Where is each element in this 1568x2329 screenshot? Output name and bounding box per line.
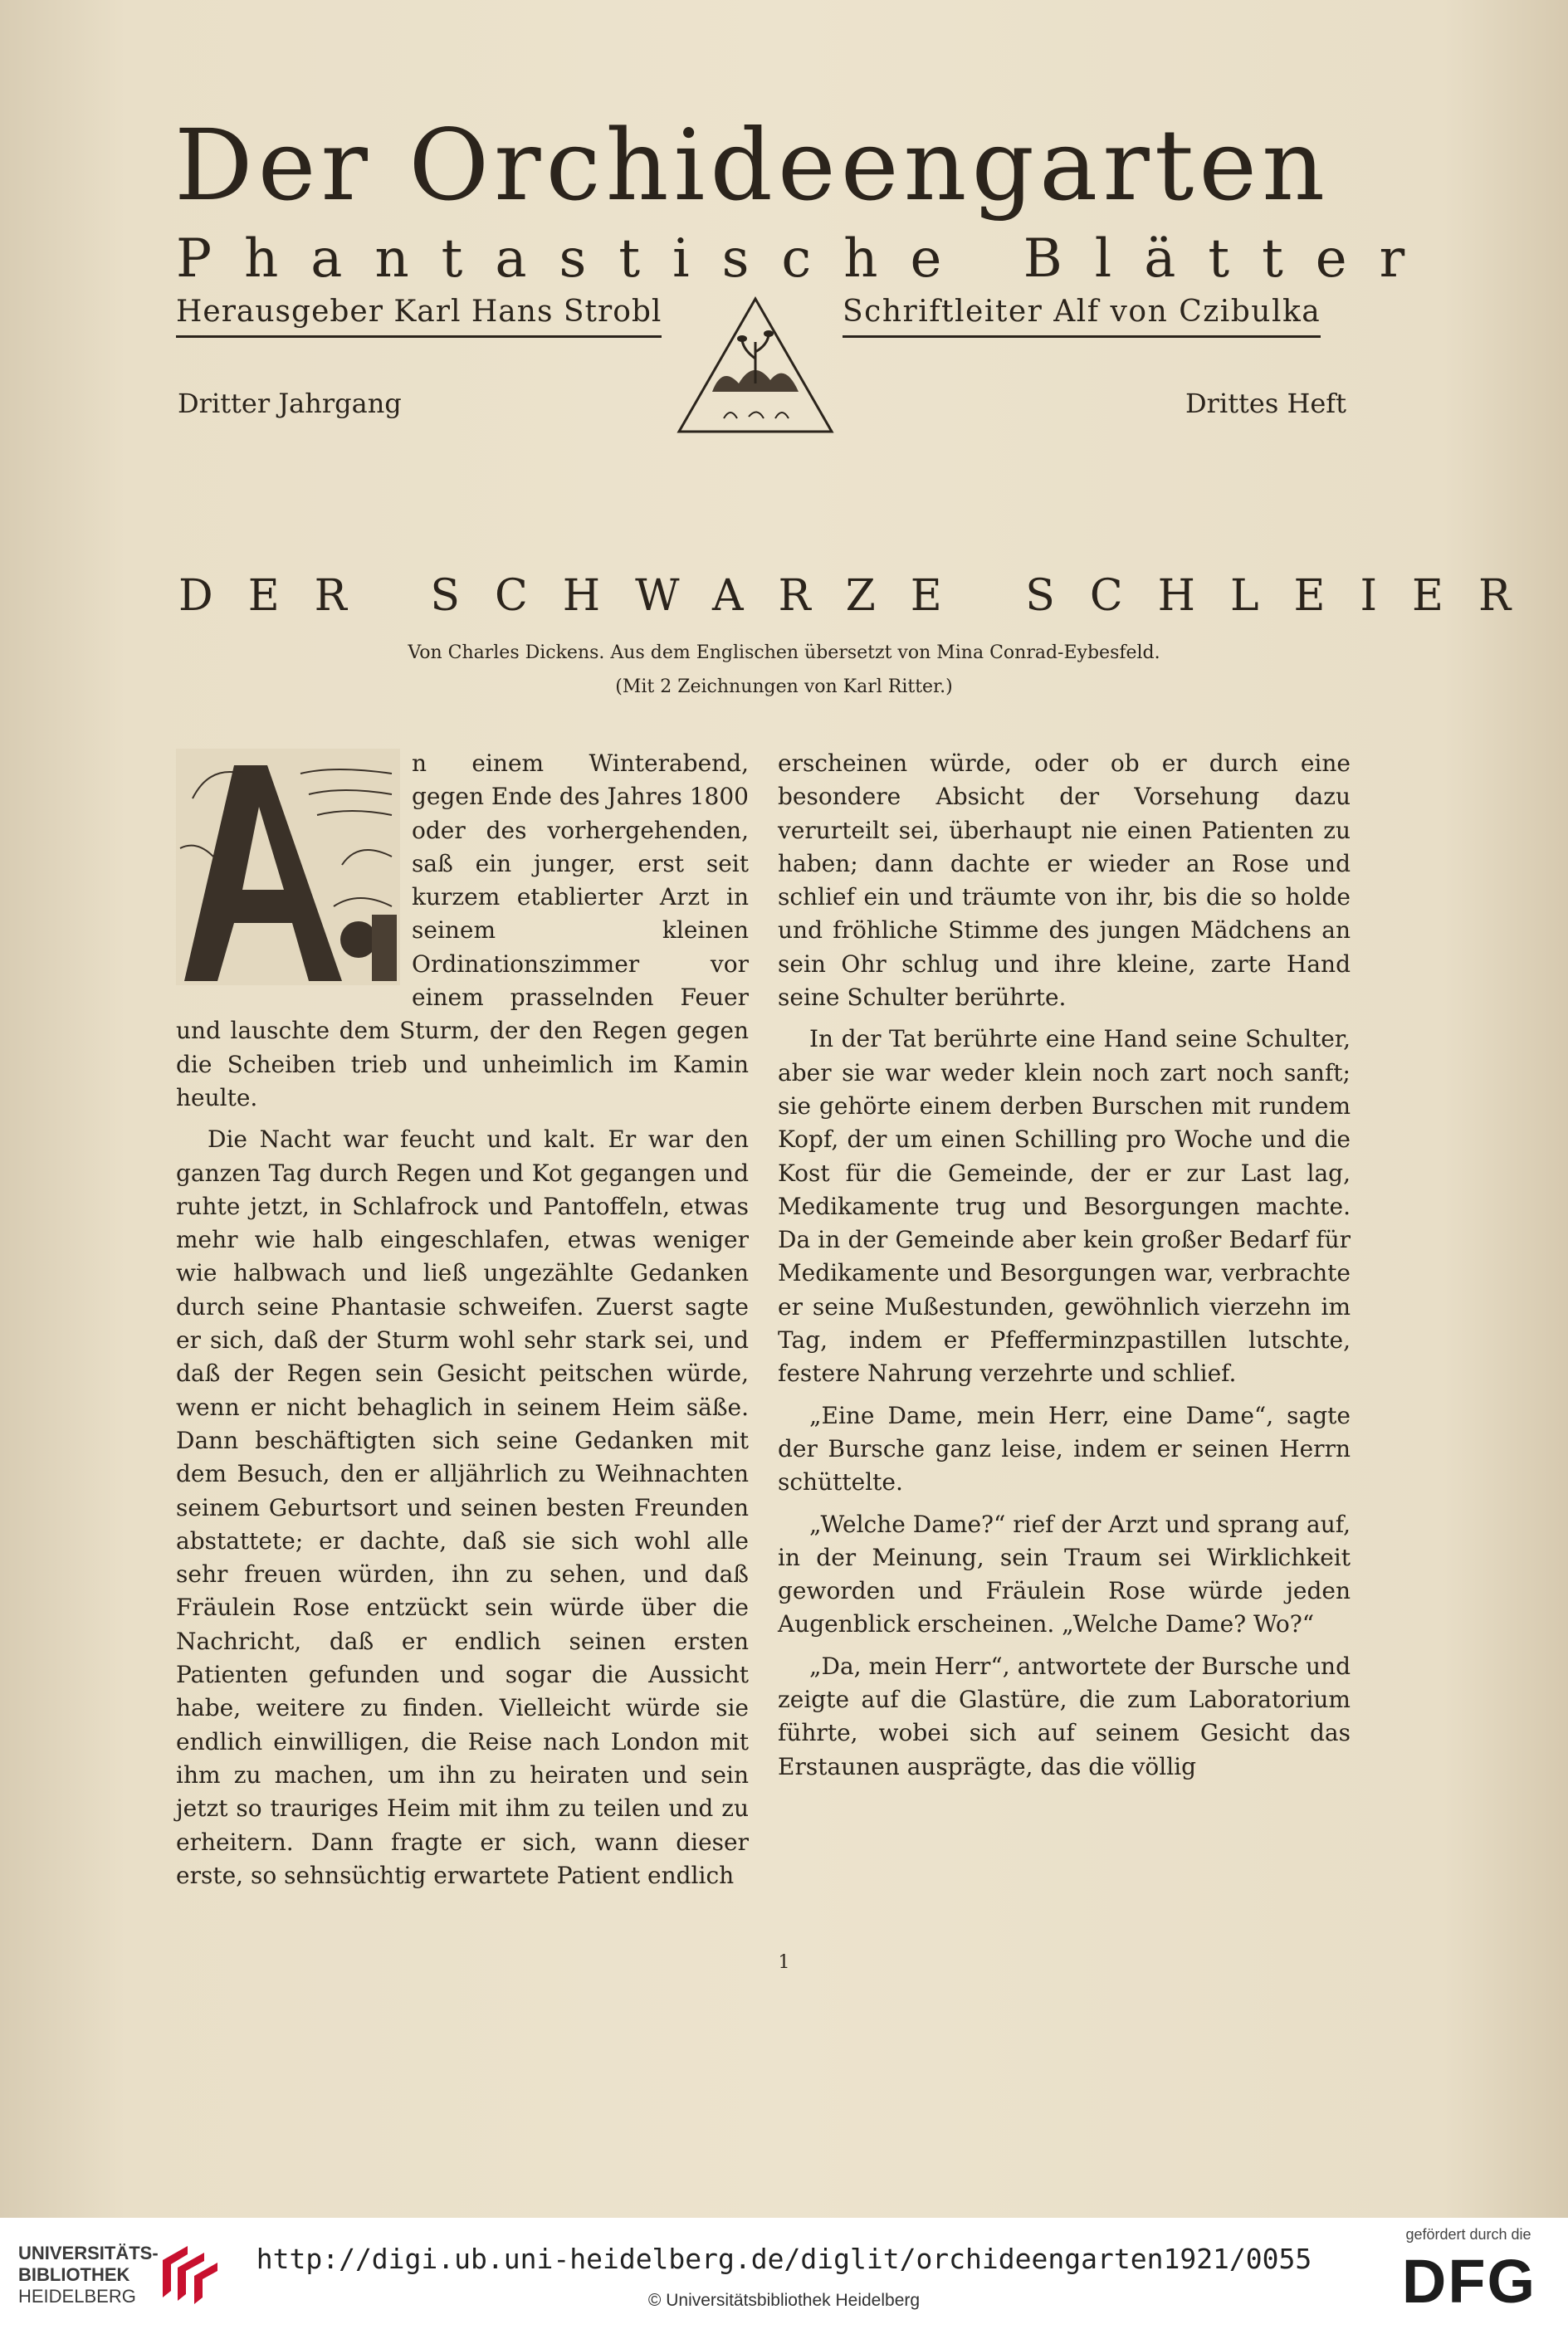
- publisher-logo-icon: [672, 292, 838, 437]
- dfg-logo[interactable]: DFG: [1401, 2247, 1537, 2316]
- story-title: DER SCHWARZE SCHLEIER: [178, 571, 1546, 621]
- paragraph: „Da, mein Herr“, antwortete der Bursche und zeigte auf die Glastüre, die zum Laboratorium führte, wobei sich auf seinem Gesicht das Erstaunen ausprägte, das die völlig: [778, 1652, 1351, 1780]
- library-name-line: BIBLIOTHEK: [18, 2264, 130, 2285]
- copyright-notice: © Universitätsbibliothek Heidelberg: [647, 2291, 921, 2310]
- issue-label: Drittes Heft: [1185, 388, 1346, 419]
- paragraph: erscheinen würde, oder ob er durch eine besondere Absicht der Vorsehung dazu verurteilt sei, überhaupt nie einen Patienten zu haben; dann dachte er wieder an Rose und schlief ein und träumte von ihr, bis die so holde und fröhliche Stimme des jungen Mädchens an sein Ohr schlug und ihre kleine, zarte Hand seine Schulter berührte.: [778, 749, 1351, 1012]
- viewer-footer: [0, 2218, 1568, 2329]
- illustration-credit: (Mit 2 Zeichnungen von Karl Ritter.): [615, 676, 953, 697]
- paragraph: n einem Winterabend, gegen Ende des Jahres 1800 oder des vorhergehenden, saß ein junger, erst seit kurzem etablierter Arzt in seinem kleinen Ordinationszimmer vor einem prasselnden Feuer und lauschte dem Sturm, der den Regen gegen die Scheiben trieb und unheimlich im Kamin heulte.: [176, 749, 749, 1111]
- editor-line: Schriftleiter Alf von Czibulka: [843, 297, 1321, 338]
- paragraph: Die Nacht war feucht und kalt. Er war den ganzen Tag durch Regen und Kot gegangen und ruhte jetzt, in Schlafrock und Pantoffeln, etwas mehr wie halb eingeschlafen, etwas weniger wie halbwach und ließ ungezählte Gedanken durch seine Phantasie schweifen. Zuerst sagte er sich, daß der Sturm wohl sehr stark sei, und daß der Regen sein Gesicht peitschen würde, wenn er nicht behaglich in seinem Heim säße. Dann beschäftigten sich seine Gedanken mit dem Besuch, den er alljährlich zu Weihnachten seinem Geburtsort und seinen besten Freunden abstattete; er dachte, daß sie sich wohl alle sehr freuen würden, ihn zu sehen, und daß Fräulein Rose entzückt sein würde über die Nachricht, daß er endlich seinen ersten Patienten gefunden und sogar die Aussicht habe, weitere zu finden. Vielleicht würde sie endlich einwilligen, die Reise nach London mit ihm zu machen, um ihn zu heiraten und sein jetzt so trauriges Heim mit ihm zu teilen und zu erheitern. Dann fragte er sich, wann dieser erste, so sehnsüchtig erwartete Patient endlich: [176, 1125, 749, 1889]
- paragraph: „Welche Dame?“ rief der Arzt und sprang auf, in der Meinung, sein Traum sei Wirklichkeit geworden und Fräulein Rose würde jeden Augenblick erscheinen. „Welche Dame? Wo?“: [778, 1510, 1351, 1638]
- paragraph: In der Tat berührte eine Hand seine Schulter, aber sie war weder klein noch zart noch sanft; sie gehörte einem derben Burschen mit rundem Kopf, der um einen Schilling pro Woche und die Kost für die Gemeinde, der er zur Last lag, Medikamente trug und Besorgungen machte. Da in der Gemeinde aber kein großer Bedarf für Medikamente und Besorgungen war, verbrachte er seine Mußestunden, gewöhnlich vierzehn im Tag, indem er Pfefferminzpastillen lutschte, festere Nahrung verzehrte und schlief.: [778, 1025, 1351, 1388]
- journal-subtitle: Phantastische Blätter: [176, 228, 1438, 290]
- funding-note: gefördert durch die: [1405, 2226, 1531, 2243]
- page-number: 1: [778, 1952, 790, 1973]
- text-column-right: [778, 747, 1351, 1792]
- paragraph: „Eine Dame, mein Herr, eine Dame“, sagte der Bursche ganz leise, indem er seinen Herrn schüttelte.: [778, 1401, 1351, 1497]
- journal-title: Der Orchideengarten: [174, 108, 1331, 222]
- library-name-line: HEIDELBERG: [18, 2286, 136, 2307]
- text-column-left: [176, 747, 749, 1901]
- permalink-url[interactable]: http://digi.ub.uni-heidelberg.de/diglit/orchideengarten1921/0055: [256, 2243, 1312, 2275]
- drop-cap-illustration-icon: [176, 749, 400, 985]
- story-byline: Von Charles Dickens. Aus dem Englischen übersetzt von Mina Conrad-Eybesfeld.: [408, 642, 1160, 663]
- publisher-line: Herausgeber Karl Hans Strobl: [176, 297, 662, 338]
- library-name-line: UNIVERSITÄTS-: [18, 2243, 159, 2263]
- volume-label: Dritter Jahrgang: [178, 388, 402, 419]
